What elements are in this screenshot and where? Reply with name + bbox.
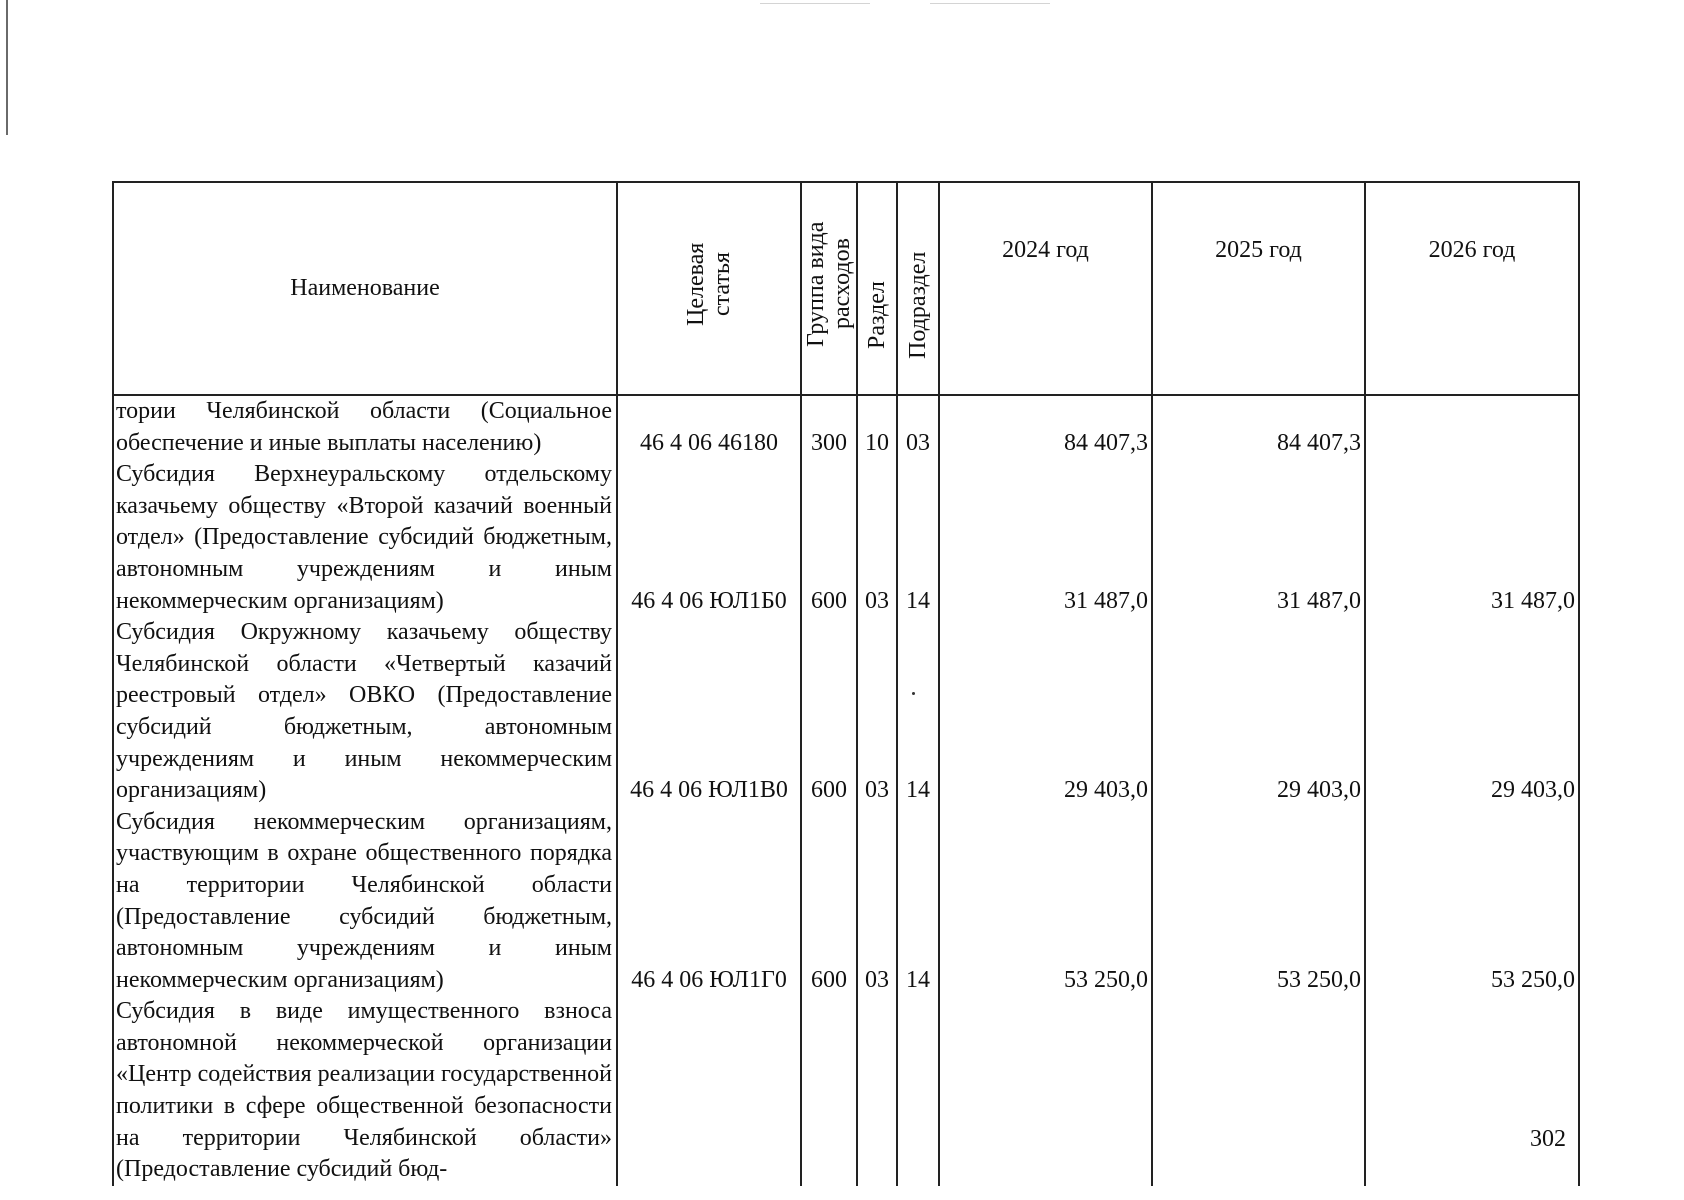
row-name: Субсидия в виде имущественного взноса автономной некоммерческой организации «Центр содействия реализации государственной политики в сфере общественной безопасности на территории Челябинской области» (Предоставление субсидий бюд-: [113, 996, 617, 1186]
row-amount-2025: 31 487,0: [1152, 459, 1365, 617]
scan-edge-mark: [930, 3, 1050, 4]
table-row: [113, 459, 1579, 617]
col-header-target-article-label: Целевая статья: [683, 242, 735, 326]
row-amount-2026: 29 403,0: [1365, 617, 1579, 807]
row-target-article: [617, 996, 801, 1186]
row-expense-group: 300: [801, 395, 857, 459]
row-amount-2025: [1152, 996, 1365, 1186]
col-header-subsection-label: Подраздел: [905, 251, 931, 359]
row-expense-group: 600: [801, 617, 857, 807]
table-row: [113, 395, 1579, 459]
row-section: 03: [857, 617, 897, 807]
scan-edge-mark: [6, 0, 8, 135]
row-amount-2024: [939, 996, 1152, 1186]
row-expense-group: 600: [801, 459, 857, 617]
col-header-2026: 2026 год: [1365, 182, 1579, 395]
col-header-2025: 2025 год: [1152, 182, 1365, 395]
budget-table: [112, 181, 1580, 1186]
col-header-subsection: [897, 182, 939, 395]
row-name: Субсидия Верхнеуральскому отдельскому казачьему обществу «Второй казачий военный отдел» (Предоставление субсидий бюджетным, автономным учреждениям и иным некоммерческим организациям): [113, 459, 617, 617]
row-section: 03: [857, 807, 897, 997]
row-target-article: 46 4 06 ЮЛ1Г0: [617, 807, 801, 997]
row-amount-2026: [1365, 996, 1579, 1186]
col-header-section-label: Раздел: [864, 280, 890, 349]
row-name: тории Челябинской области (Социальное обеспечение и иные выплаты населению): [113, 395, 617, 459]
row-amount-2024: 84 407,3: [939, 395, 1152, 459]
col-header-2024: 2024 год: [939, 182, 1152, 395]
col-header-expense-group-label: Группа вида расходов: [803, 220, 855, 347]
scan-edge-mark: [760, 3, 870, 4]
row-amount-2024: 31 487,0: [939, 459, 1152, 617]
row-name: Субсидия Окружному казачьему обществу Челябинской области «Четвертый казачий реестровый отдел» ОВКО (Предоставление субсидий бюджетным, автономным учреждениям и иным некоммерческим организациям): [113, 617, 617, 807]
row-target-article: 46 4 06 46180: [617, 395, 801, 459]
row-amount-2026: 53 250,0: [1365, 807, 1579, 997]
row-amount-2025: 53 250,0: [1152, 807, 1365, 997]
row-subsection: 14: [897, 617, 939, 807]
row-subsection: [897, 996, 939, 1186]
table-row: [113, 617, 1579, 807]
row-amount-2024: 29 403,0: [939, 617, 1152, 807]
row-expense-group: 600: [801, 807, 857, 997]
row-subsection: 03: [897, 395, 939, 459]
row-target-article: 46 4 06 ЮЛ1В0: [617, 617, 801, 807]
row-section: 03: [857, 459, 897, 617]
row-amount-2025: 84 407,3: [1152, 395, 1365, 459]
row-section: 10: [857, 395, 897, 459]
row-amount-2025: 29 403,0: [1152, 617, 1365, 807]
row-amount-2024: 53 250,0: [939, 807, 1152, 997]
row-expense-group: [801, 996, 857, 1186]
col-header-expense-group: [801, 182, 857, 395]
table-header-row: [113, 182, 1579, 395]
row-amount-2026: [1365, 395, 1579, 459]
row-name: Субсидия некоммерческим организациям, участвующим в охране общественного порядка на территории Челябинской области (Предоставление субсидий бюджетным, автономным учреждениям и иным некоммерческим организациям): [113, 807, 617, 997]
row-section: [857, 996, 897, 1186]
row-subsection: 14: [897, 807, 939, 997]
col-header-section: [857, 182, 897, 395]
row-amount-2026: 31 487,0: [1365, 459, 1579, 617]
row-subsection: 14: [897, 459, 939, 617]
page-number: 302: [1530, 1126, 1566, 1152]
col-header-name: Наименование: [113, 182, 617, 395]
table-row: [113, 807, 1579, 997]
col-header-target-article: [617, 182, 801, 395]
table-row: [113, 996, 1579, 1186]
row-target-article: 46 4 06 ЮЛ1Б0: [617, 459, 801, 617]
